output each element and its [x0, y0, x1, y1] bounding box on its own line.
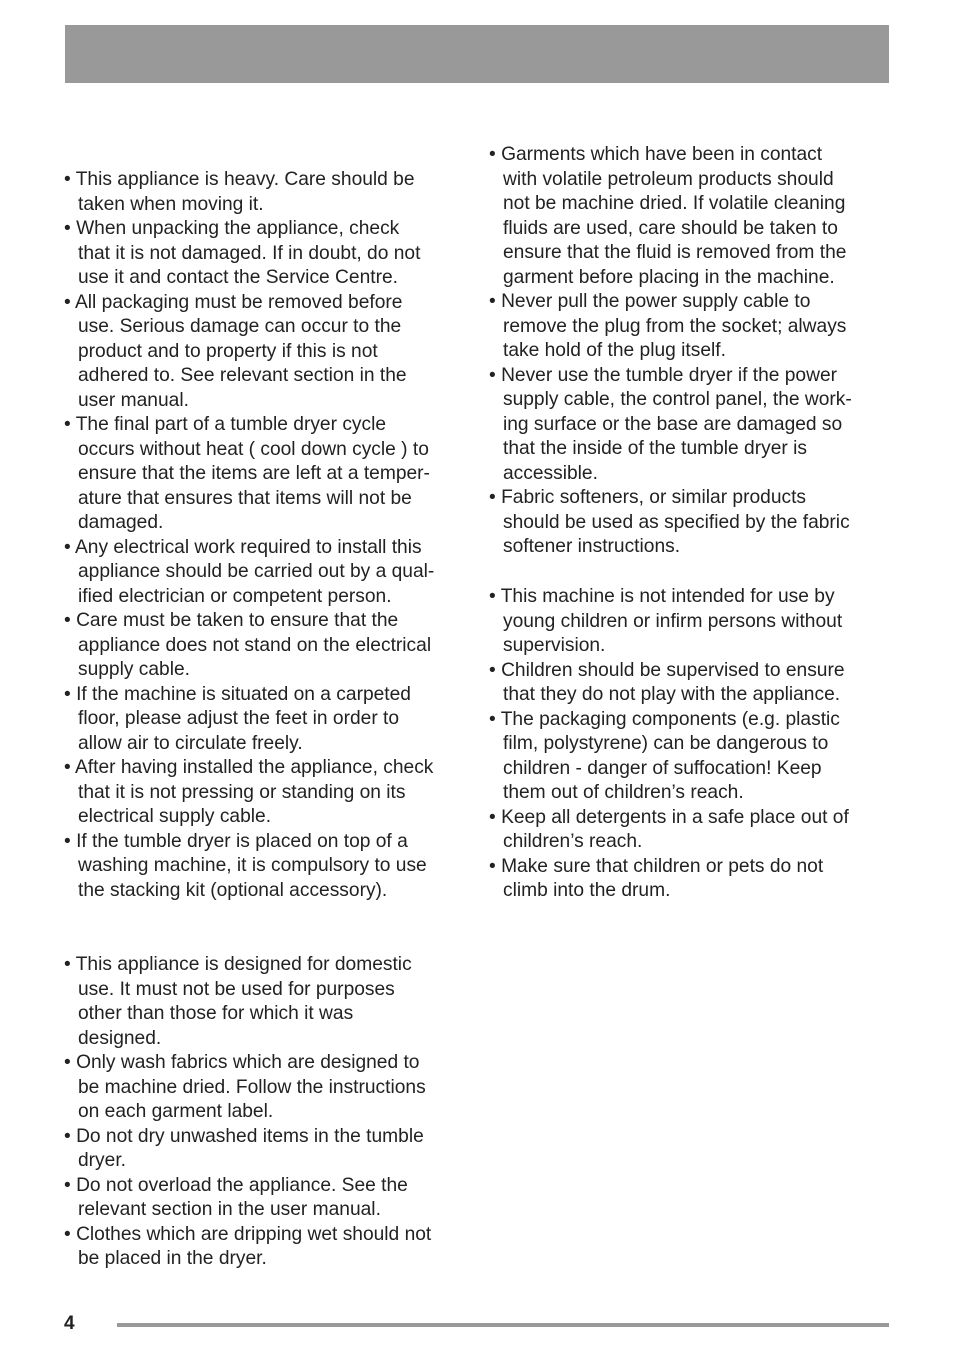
bullet-item	[64, 1051, 466, 1125]
bullet-line: remove the plug from the socket; always	[503, 315, 847, 337]
bullet-item	[64, 1125, 466, 1174]
bullet-line: appliance does not stand on the electrical	[78, 634, 432, 656]
bullet-line: use. Serious damage can occur to the	[78, 316, 402, 337]
bullet-item	[489, 659, 884, 708]
bullet-icon: •	[489, 659, 502, 681]
bullet-line: ensure that the items are left at a temper-	[78, 463, 430, 484]
bullet-icon: •	[64, 1174, 77, 1196]
bullet-line: dryer.	[78, 1150, 126, 1171]
bullet-line: supply cable.	[78, 659, 190, 680]
bullet-line: children’s reach.	[503, 831, 643, 852]
bullet-line: that it is not damaged. If in doubt, do not	[78, 242, 421, 264]
bullet-item	[489, 708, 884, 806]
bullet-icon: •	[489, 291, 502, 312]
bullet-line: garment before placing in the machine.	[503, 266, 835, 288]
installation-warnings-list	[64, 168, 466, 903]
bullet-icon: •	[489, 586, 501, 607]
bullet-item	[489, 486, 884, 560]
bullet-item	[64, 536, 466, 610]
bullet-icon: •	[489, 855, 502, 877]
bullet-icon: •	[64, 169, 76, 190]
bullet-line: softener instructions.	[503, 536, 681, 557]
bullet-icon: •	[64, 757, 75, 778]
bullet-line: This appliance is designed for domestic	[75, 954, 412, 975]
bullet-line: supply cable, the control panel, the work-	[503, 389, 852, 410]
bullet-line: them out of children’s reach.	[503, 782, 744, 803]
bullet-line: Any electrical work required to install this	[75, 536, 422, 558]
bullet-line: on each garment label.	[78, 1101, 274, 1122]
bullet-item	[64, 168, 466, 217]
bullet-item	[489, 290, 884, 364]
bullet-line: allow air to circulate freely.	[78, 732, 303, 754]
bullet-line: relevant section in the user manual.	[78, 1199, 381, 1220]
bullet-item	[64, 830, 466, 904]
bullet-line: After having installed the appliance, check	[75, 757, 434, 778]
bullet-icon: •	[489, 806, 502, 828]
bullet-line: with volatile petroleum products should	[503, 168, 834, 190]
bullet-icon: •	[489, 708, 501, 730]
bullet-item	[489, 143, 884, 290]
bullet-line: Make sure that children or pets do not	[501, 855, 824, 877]
bullet-line: not be machine dried. If volatile cleaning	[503, 193, 846, 214]
bullet-line: film, polystyrene) can be dangerous to	[503, 733, 829, 754]
bullet-line: This appliance is heavy. Care should be	[75, 169, 415, 190]
bullet-icon: •	[64, 1125, 77, 1147]
bullet-item	[64, 1223, 466, 1272]
bullet-line: Do not overload the appliance. See the	[76, 1174, 408, 1196]
bullet-item	[489, 855, 884, 904]
footer-rule	[117, 1323, 889, 1327]
bullet-line: damaged.	[78, 512, 164, 533]
bullet-line: that it is not pressing or standing on its	[78, 781, 406, 803]
bullet-line: floor, please adjust the feet in order to	[78, 708, 400, 729]
bullet-line: washing machine, it is compulsory to use	[78, 855, 427, 876]
page-number: 4	[64, 1313, 75, 1334]
bullet-line: electrical supply cable.	[78, 806, 272, 827]
bullet-icon: •	[64, 954, 76, 975]
bullet-line: Only wash fabrics which are designed to	[76, 1052, 420, 1073]
bullet-line: the stacking kit (optional accessory).	[78, 879, 388, 901]
bullet-item	[489, 806, 884, 855]
bullet-item	[64, 756, 466, 830]
bullet-line: Never pull the power supply cable to	[501, 291, 811, 312]
bullet-line: young children or infirm persons without	[503, 610, 843, 632]
general-safety-list	[489, 143, 884, 560]
bullet-icon: •	[64, 414, 76, 435]
bullet-line: supervision.	[503, 635, 606, 656]
bullet-line: designed.	[78, 1027, 162, 1049]
bullet-line: be placed in the dryer.	[78, 1248, 267, 1269]
bullet-line: Keep all detergents in a safe place out of	[501, 806, 849, 828]
bullet-line: use. It must not be used for purposes	[78, 978, 395, 1000]
bullet-line: taken when moving it.	[78, 193, 264, 215]
bullet-item	[489, 364, 884, 487]
bullet-line: If the machine is situated on a carpeted	[76, 683, 411, 705]
bullet-item	[64, 413, 466, 536]
bullet-line: If the tumble dryer is placed on top of a	[76, 830, 408, 852]
bullet-line: ified electrician or competent person.	[78, 585, 392, 607]
bullet-line: fluids are used, care should be taken to	[503, 217, 838, 239]
bullet-line: that they do not play with the appliance.	[503, 684, 841, 705]
bullet-item	[64, 217, 466, 291]
bullet-icon: •	[64, 218, 77, 239]
bullet-icon: •	[64, 291, 75, 313]
bullet-line: The final part of a tumble dryer cycle	[75, 414, 387, 435]
bullet-line: ing surface or the base are damaged so	[503, 413, 843, 435]
bullet-line: take hold of the plug itself.	[503, 340, 726, 361]
bullet-line: Never use the tumble dryer if the power	[501, 364, 838, 386]
bullet-line: ature that ensures that items will not be	[78, 487, 412, 509]
bullet-line: other than those for which it was	[78, 1003, 354, 1024]
bullet-line: user manual.	[78, 389, 189, 411]
bullet-icon: •	[64, 536, 75, 558]
bullet-line: Care must be taken to ensure that the	[76, 610, 399, 631]
bullet-icon: •	[489, 487, 502, 508]
bullet-icon: •	[64, 1223, 77, 1245]
bullet-line: use it and contact the Service Centre.	[78, 267, 398, 288]
bullet-line: Do not dry unwashed items in the tumble	[76, 1125, 424, 1147]
bullet-line: This machine is not intended for use by	[500, 586, 835, 607]
child-safety-list	[489, 585, 884, 904]
bullet-line: should be used as specified by the fabric	[503, 511, 850, 533]
bullet-line: When unpacking the appliance, check	[76, 218, 400, 239]
bullet-item	[64, 683, 466, 757]
bullet-line: The packaging components (e.g. plastic	[500, 708, 840, 730]
bullet-icon: •	[489, 364, 502, 386]
bullet-line: accessible.	[503, 462, 598, 484]
bullet-line: Fabric softeners, or similar products	[501, 487, 807, 508]
bullet-line: occurs without heat ( cool down cycle ) to	[78, 438, 429, 460]
bullet-icon: •	[64, 830, 77, 852]
bullet-line: be machine dried. Follow the instructions	[78, 1076, 426, 1098]
bullet-item	[64, 609, 466, 683]
bullet-item	[64, 291, 466, 414]
header-bar	[65, 25, 889, 83]
bullet-line: ensure that the fluid is removed from the	[503, 242, 847, 263]
bullet-line: children - danger of suffocation! Keep	[503, 757, 822, 779]
bullet-line: appliance should be carried out by a qual-	[78, 561, 435, 582]
bullet-item	[64, 1174, 466, 1223]
bullet-item	[64, 953, 466, 1051]
bullet-icon: •	[64, 1052, 77, 1073]
bullet-line: All packaging must be removed before	[75, 291, 403, 313]
bullet-line: climb into the drum.	[503, 880, 671, 901]
bullet-line: product and to property if this is not	[78, 340, 378, 362]
bullet-line: Garments which have been in contact	[501, 144, 823, 165]
bullet-line: adhered to. See relevant section in the	[78, 365, 407, 386]
bullet-icon: •	[64, 610, 77, 631]
use-warnings-list	[64, 953, 466, 1272]
bullet-line: Children should be supervised to ensure	[501, 659, 845, 681]
bullet-item	[489, 585, 884, 659]
bullet-line: Clothes which are dripping wet should not	[76, 1223, 432, 1245]
bullet-icon: •	[489, 144, 502, 165]
bullet-icon: •	[64, 683, 77, 705]
bullet-line: that the inside of the tumble dryer is	[503, 438, 807, 459]
